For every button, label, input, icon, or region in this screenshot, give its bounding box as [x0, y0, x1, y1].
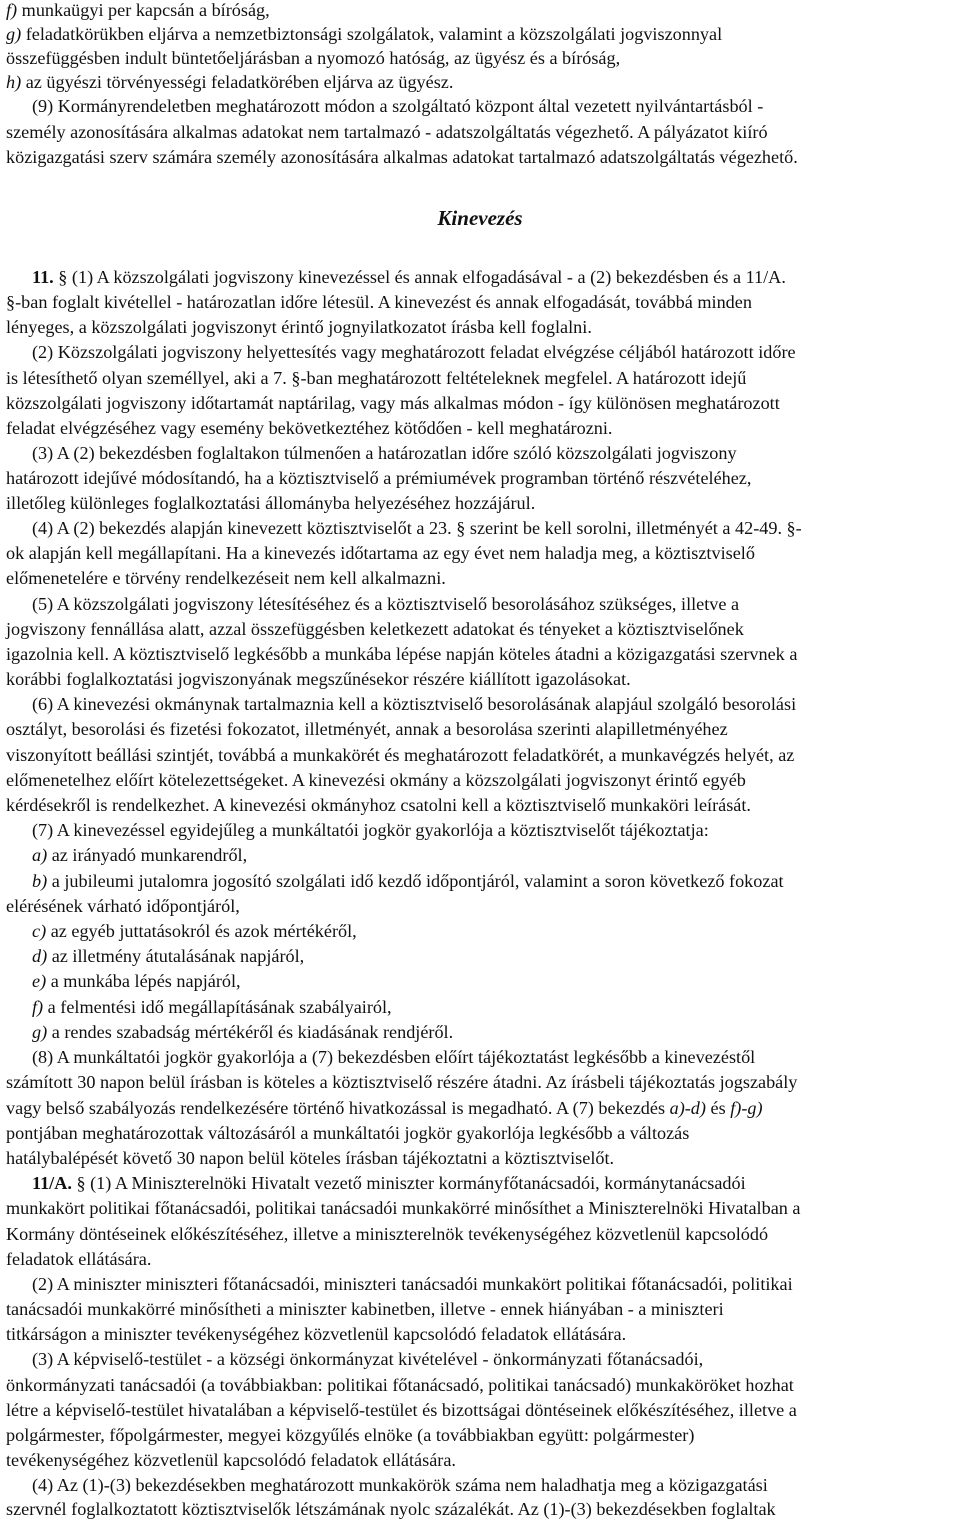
list-item: [6, 46, 620, 71]
s11-line: (7) A kinevezéssel egyidejűleg a munkáltatói jogkör gyakorlója a köztisztviselőt tájékoztatja:: [32, 820, 709, 840]
s11-line: korábbi foglalkoztatási jogviszonyának megszűnésekor részére kiállított igazolásokat.: [6, 669, 631, 689]
s11a-line: munkakört politikai főtanácsadói, politikai tanácsadói munkakörré minősíthet a Miniszterelnöki Hivatalban a: [6, 1198, 801, 1218]
s11-line: jogviszony fennállása alatt, azzal összefüggésben keletkezett adatokat és tényeket a köztisztviselőnek: [6, 619, 744, 639]
s11-line: előmenetelhez előírt kötelezettségeket. A kinevezési okmány a közszolgálati jogviszonyt érintő egyéb: [6, 770, 746, 790]
section-heading: Kinevezés: [437, 206, 523, 230]
s11a-line: [32, 1171, 746, 1196]
item-text: az ügyészi törvényességi feladatkörében eljárva az ügyész.: [21, 72, 454, 92]
item-text: az irányadó munkarendről,: [47, 845, 248, 865]
item-label: c): [32, 921, 47, 941]
item-label: e): [32, 971, 47, 991]
list-item: [32, 995, 392, 1020]
para8-ref: a)-d): [669, 1098, 706, 1118]
s11-line: [32, 265, 786, 290]
item-label: g): [6, 24, 22, 44]
s11-line: ok alapján kell megállapítani. Ha a kinevezés időtartama az egy évet nem haladja meg, a köztisztviselő: [6, 543, 755, 563]
item-text: az illetmény átutalásának napjáról,: [47, 946, 305, 966]
s11-line: is létesíthető olyan személlyel, aki a 7. §-ban meghatározott feltételeknek megfelel. A határozott idejű: [6, 368, 747, 388]
para9-line: közigazgatási szerv számára személy azonosítására alkalmas adatokat tartalmazó adatszolgáltatás végezhető.: [6, 147, 798, 167]
para8-line: pontjában meghatározottak változásáról a munkáltatói jogkör gyakorlója legkésőbb a változás: [6, 1123, 690, 1143]
s11a-line: Kormány döntéseinek előkészítéséhez, illetve a miniszterelnök tevékenységéhez közvetlenül kapcsolódó: [6, 1224, 769, 1244]
s11-line: előmenetelére e törvény rendelkezéseit nem kell alkalmazni.: [6, 568, 446, 588]
para9-text: személy azonosítására alkalmas adatokat nem tartalmazó - adatszolgáltatás végezhető.: [6, 122, 634, 142]
item-text: feladatkörükben eljárva a nemzetbiztonsági szolgálatok, valamint a közszolgálati jogviszonnyal: [21, 24, 723, 44]
item-label: h): [6, 72, 22, 92]
list-item: [6, 894, 240, 919]
item-label: g): [32, 1022, 48, 1042]
list-item: [32, 969, 241, 994]
s11a-line: tevékenységéhez közvetlenül kapcsolódó feladatok ellátására.: [6, 1450, 456, 1470]
list-item: [32, 843, 247, 868]
s11a-line: feladatok ellátására.: [6, 1249, 152, 1269]
para8-ref: f)-g): [730, 1098, 763, 1118]
s11-line: (3) A (2) bekezdésben foglaltakon túlmenően a határozatlan időre szóló közszolgálati jogviszony: [32, 443, 737, 463]
item-label: b): [32, 871, 48, 891]
list-item: [6, 70, 453, 95]
s11-line: igazolnia kell. A köztisztviselő legkésőbb a munkába lépése napján köteles átadni a közigazgatási szervnek a: [6, 644, 798, 664]
item-text: a rendes szabadság mértékéről és kiadásának rendjéről.: [47, 1022, 454, 1042]
item-text: az egyéb juttatásokról és azok mértékéről,: [46, 921, 357, 941]
s11a-line: önkormányzati tanácsadói (a továbbiakban: politikai főtanácsadó, politikai tanácsadó) munkaköröket hozhat: [6, 1375, 794, 1395]
section-number: 11/A.: [32, 1173, 72, 1193]
item-label: a): [32, 845, 48, 865]
item-label: d): [32, 946, 48, 966]
s11a-line: létre a képviselő-testület hivatalában a képviselő-testület és bizottságai döntéseinek előkészítéséhez, illetve a: [6, 1400, 797, 1420]
s11a-line: tanácsadói munkakörré minősítheti a miniszter kabinetben, illetve - ennek hiányában - a miniszteri: [6, 1299, 724, 1319]
item-text: a munkába lépés napjáról,: [46, 971, 241, 991]
s11-line: lényeges, a közszolgálati jogviszonyt érintő jognyilatkozatot írásba kell foglalni.: [6, 317, 592, 337]
para8-line: [6, 1096, 763, 1121]
list-item: [32, 1020, 453, 1045]
item-text: a felmentési idő megállapításának szabályairól,: [43, 997, 392, 1017]
section-number: 11.: [32, 267, 54, 287]
s11-text: A kinevezést és annak elfogadását, továbbá minden: [374, 292, 752, 312]
s11a-line: polgármester, főpolgármester, megyei közgyűlés elnöke (a továbbiakban együtt: polgármester): [6, 1425, 695, 1445]
s11-line: (4) A (2) bekezdés alapján kinevezett köztisztviselőt a 23. § szerint be kell sorolni, illetményét a 42-49. §-: [32, 518, 802, 538]
s11-line: (6) A kinevezési okmánynak tartalmaznia kell a köztisztviselő besorolásának alapjául szolgáló besorolási: [32, 694, 797, 714]
s11-text: §-ban foglalt kivétellel - határozatlan időre létesül.: [6, 292, 375, 312]
para8-line: számított 30 napon belül írásban is köteles a köztisztviselő részére átadni. Az írásbeli tájékoztatás jogszabály: [6, 1072, 798, 1092]
s11-text: § (1) A közszolgálati jogviszony kinevezéssel és annak elfogadásával - a (2) bekezdésben és a 11/A.: [58, 267, 786, 287]
list-item: [6, 22, 722, 47]
s11-line: [6, 290, 752, 315]
s11a-line: szervnél foglalkoztatott köztisztviselők létszámának nyolc százalékát. Az (1)-(3) bekezdésekben foglaltak: [6, 1499, 776, 1519]
s11a-line: (3) A képviselő-testület - a községi önkormányzat kivételével - önkormányzati főtanácsadói,: [32, 1349, 704, 1369]
para9-line: [6, 120, 768, 145]
para9-line: (9) Kormányrendeletben meghatározott módon a szolgáltató központ által vezetett nyilvántartásból -: [32, 96, 764, 116]
s11a-line: titkárságon a miniszter tevékenységéhez közvetlenül kapcsolódó feladatok ellátására.: [6, 1324, 627, 1344]
item-label: f): [6, 0, 18, 20]
s11-line: (5) A közszolgálati jogviszony létesítéséhez és a köztisztviselő besorolásához szükséges, illetve a: [32, 594, 740, 614]
item-text: összefüggésben indult büntetőeljárásban a nyomozó hatóság, az ügyész és a bíróság,: [6, 48, 621, 68]
list-item: [32, 869, 784, 894]
s11-line: (2) Közszolgálati jogviszony helyettesítés vagy meghatározott feladat elvégzése céljából határozott időre: [32, 342, 796, 362]
para8-text: és: [705, 1098, 731, 1118]
list-item: [32, 944, 304, 969]
list-item: [6, 0, 270, 23]
para8-text: vagy belső szabályozás rendelkezésére történő hivatkozással is megadható. A (7) bekezdés: [6, 1098, 670, 1118]
item-text: munkaügyi per kapcsán a bíróság,: [17, 0, 270, 20]
para8-line: hatálybalépését követő 30 napon belül köteles írásban tájékoztatni a köztisztviselőt.: [6, 1148, 615, 1168]
s11a-line: (4) Az (1)-(3) bekezdésekben meghatározott munkakörök száma nem haladhatja meg a közigazgatási: [32, 1475, 768, 1495]
para9-text: A pályázatot kiíró: [633, 122, 768, 142]
list-item: [32, 919, 357, 944]
item-text: a jubileumi jutalomra jogosító szolgálati idő kezdő időpontjáról, valamint a soron következő fokozat: [47, 871, 784, 891]
s11-line: határozott idejűvé módosítandó, ha a köztisztviselő a prémiumévek programban történő részvételéhez,: [6, 468, 752, 488]
item-text: elérésének várható időpontjáról,: [6, 896, 240, 916]
s11a-text: § (1) A Miniszterelnöki Hivatalt vezető miniszter kormányfőtanácsadói, kormánytanácsadói: [76, 1173, 746, 1193]
s11-line: illetőleg különleges foglalkoztatási állományba helyezéséhez hozzájárul.: [6, 493, 536, 513]
s11-line: viszonyított beállási szintjét, továbbá a munkakörét és meghatározott feladatkörét, a munkavégzés helyét, az: [6, 745, 795, 765]
s11-line: közszolgálati jogviszony időtartamát naptárilag, vagy más alkalmas módon - így különösen meghatározott: [6, 393, 780, 413]
s11-line: feladat elvégzéséhez vagy esemény bekövetkeztéhez kötődően - kell meghatározni.: [6, 418, 613, 438]
item-label: f): [32, 997, 44, 1017]
s11-line: kérdésekről is rendelkezhet. A kinevezési okmányhoz csatolni kell a köztisztviselő munkaköri leírását.: [6, 795, 751, 815]
para8-line: (8) A munkáltatói jogkör gyakorlója a (7) bekezdésben előírt tájékoztatást legkésőbb a kinevezéstől: [32, 1047, 756, 1067]
s11a-line: (2) A miniszter miniszteri főtanácsadói, miniszteri tanácsadói munkakört politikai főtanácsadói, politikai: [32, 1274, 793, 1294]
s11-line: osztályt, besorolási és fizetési fokozatot, illetményét, annak a besorolása szerinti alapilletményéhez: [6, 719, 728, 739]
